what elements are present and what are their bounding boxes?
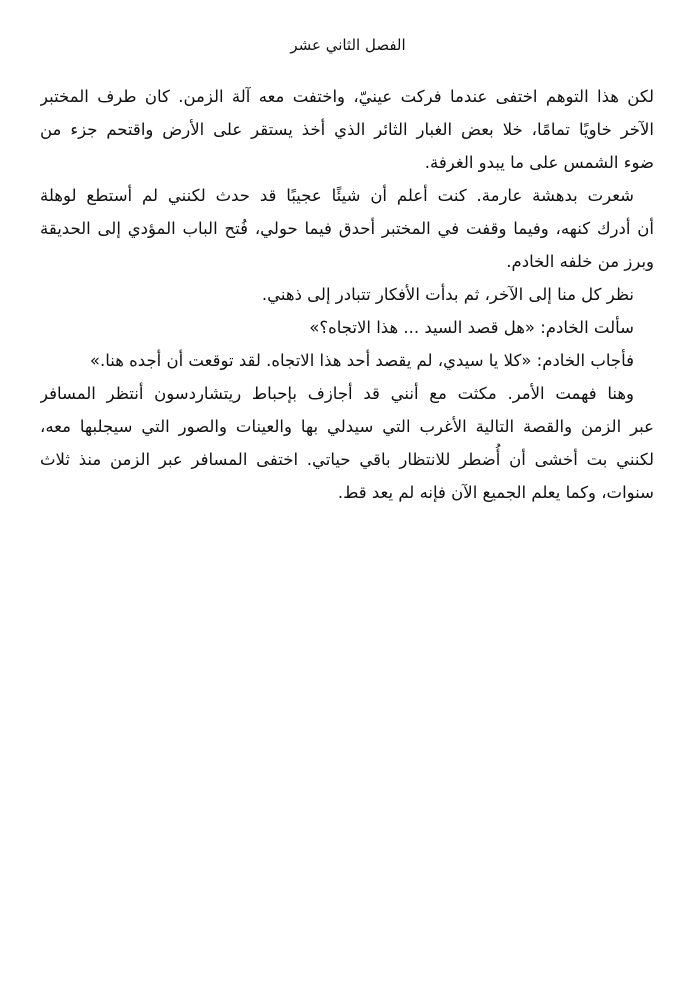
body-text xyxy=(40,80,654,509)
text-line: أن أدرك كنهه، وفيما وقفت في المختبر أحدق فيما حولي، فُتح الباب المؤدي إلى الحديقة xyxy=(40,219,654,238)
text-line: سألت الخادم: «هل قصد السيد ... هذا الاتجاه؟» xyxy=(309,318,634,337)
text-line: وبرز من خلفه الخادم. xyxy=(506,252,654,271)
text-line: الآخر خاويًا تمامًا، خلا بعض الغبار الثائر الذي أخذ يستقر على الأرض واقتحم جزء من xyxy=(40,120,654,139)
text-line: نظر كل منا إلى الآخر، ثم بدأت الأفكار تتبادر إلى ذهني. xyxy=(261,285,634,304)
text-line: سنوات، وكما يعلم الجميع الآن فإنه لم يعد قط. xyxy=(337,483,654,502)
text-line: وهنا فهمت الأمر. مكثت مع أنني قد أجازف بإحباط ريتشاردسون أنتظر المسافر xyxy=(40,384,634,403)
text-line: لكن هذا التوهم اختفى عندما فركت عينيّ، واختفت معه آلة الزمن. كان طرف المختبر xyxy=(40,87,654,106)
text-line: ضوء الشمس على ما يبدو الغرفة. xyxy=(424,153,654,172)
text-line: عبر الزمن والقصة التالية الأغرب التي سيدلي بها والعينات والصور التي سيجلبها معه، xyxy=(40,417,654,436)
text-line: فأجاب الخادم: «كلا يا سيدي، لم يقصد أحد هذا الاتجاه. لقد توقعت أن أجده هنا.» xyxy=(89,351,634,370)
chapter-title: الفصل الثاني عشر xyxy=(290,36,406,54)
text-line: شعرت بدهشة عارمة. كنت أعلم أن شيئًا عجيبًا قد حدث لكنني لم أستطع لوهلة xyxy=(40,186,634,205)
text-line: لكنني بت أخشى أن أُضطر للانتظار باقي حياتي. اختفى المسافر عبر الزمن منذ ثلاث xyxy=(40,450,654,469)
